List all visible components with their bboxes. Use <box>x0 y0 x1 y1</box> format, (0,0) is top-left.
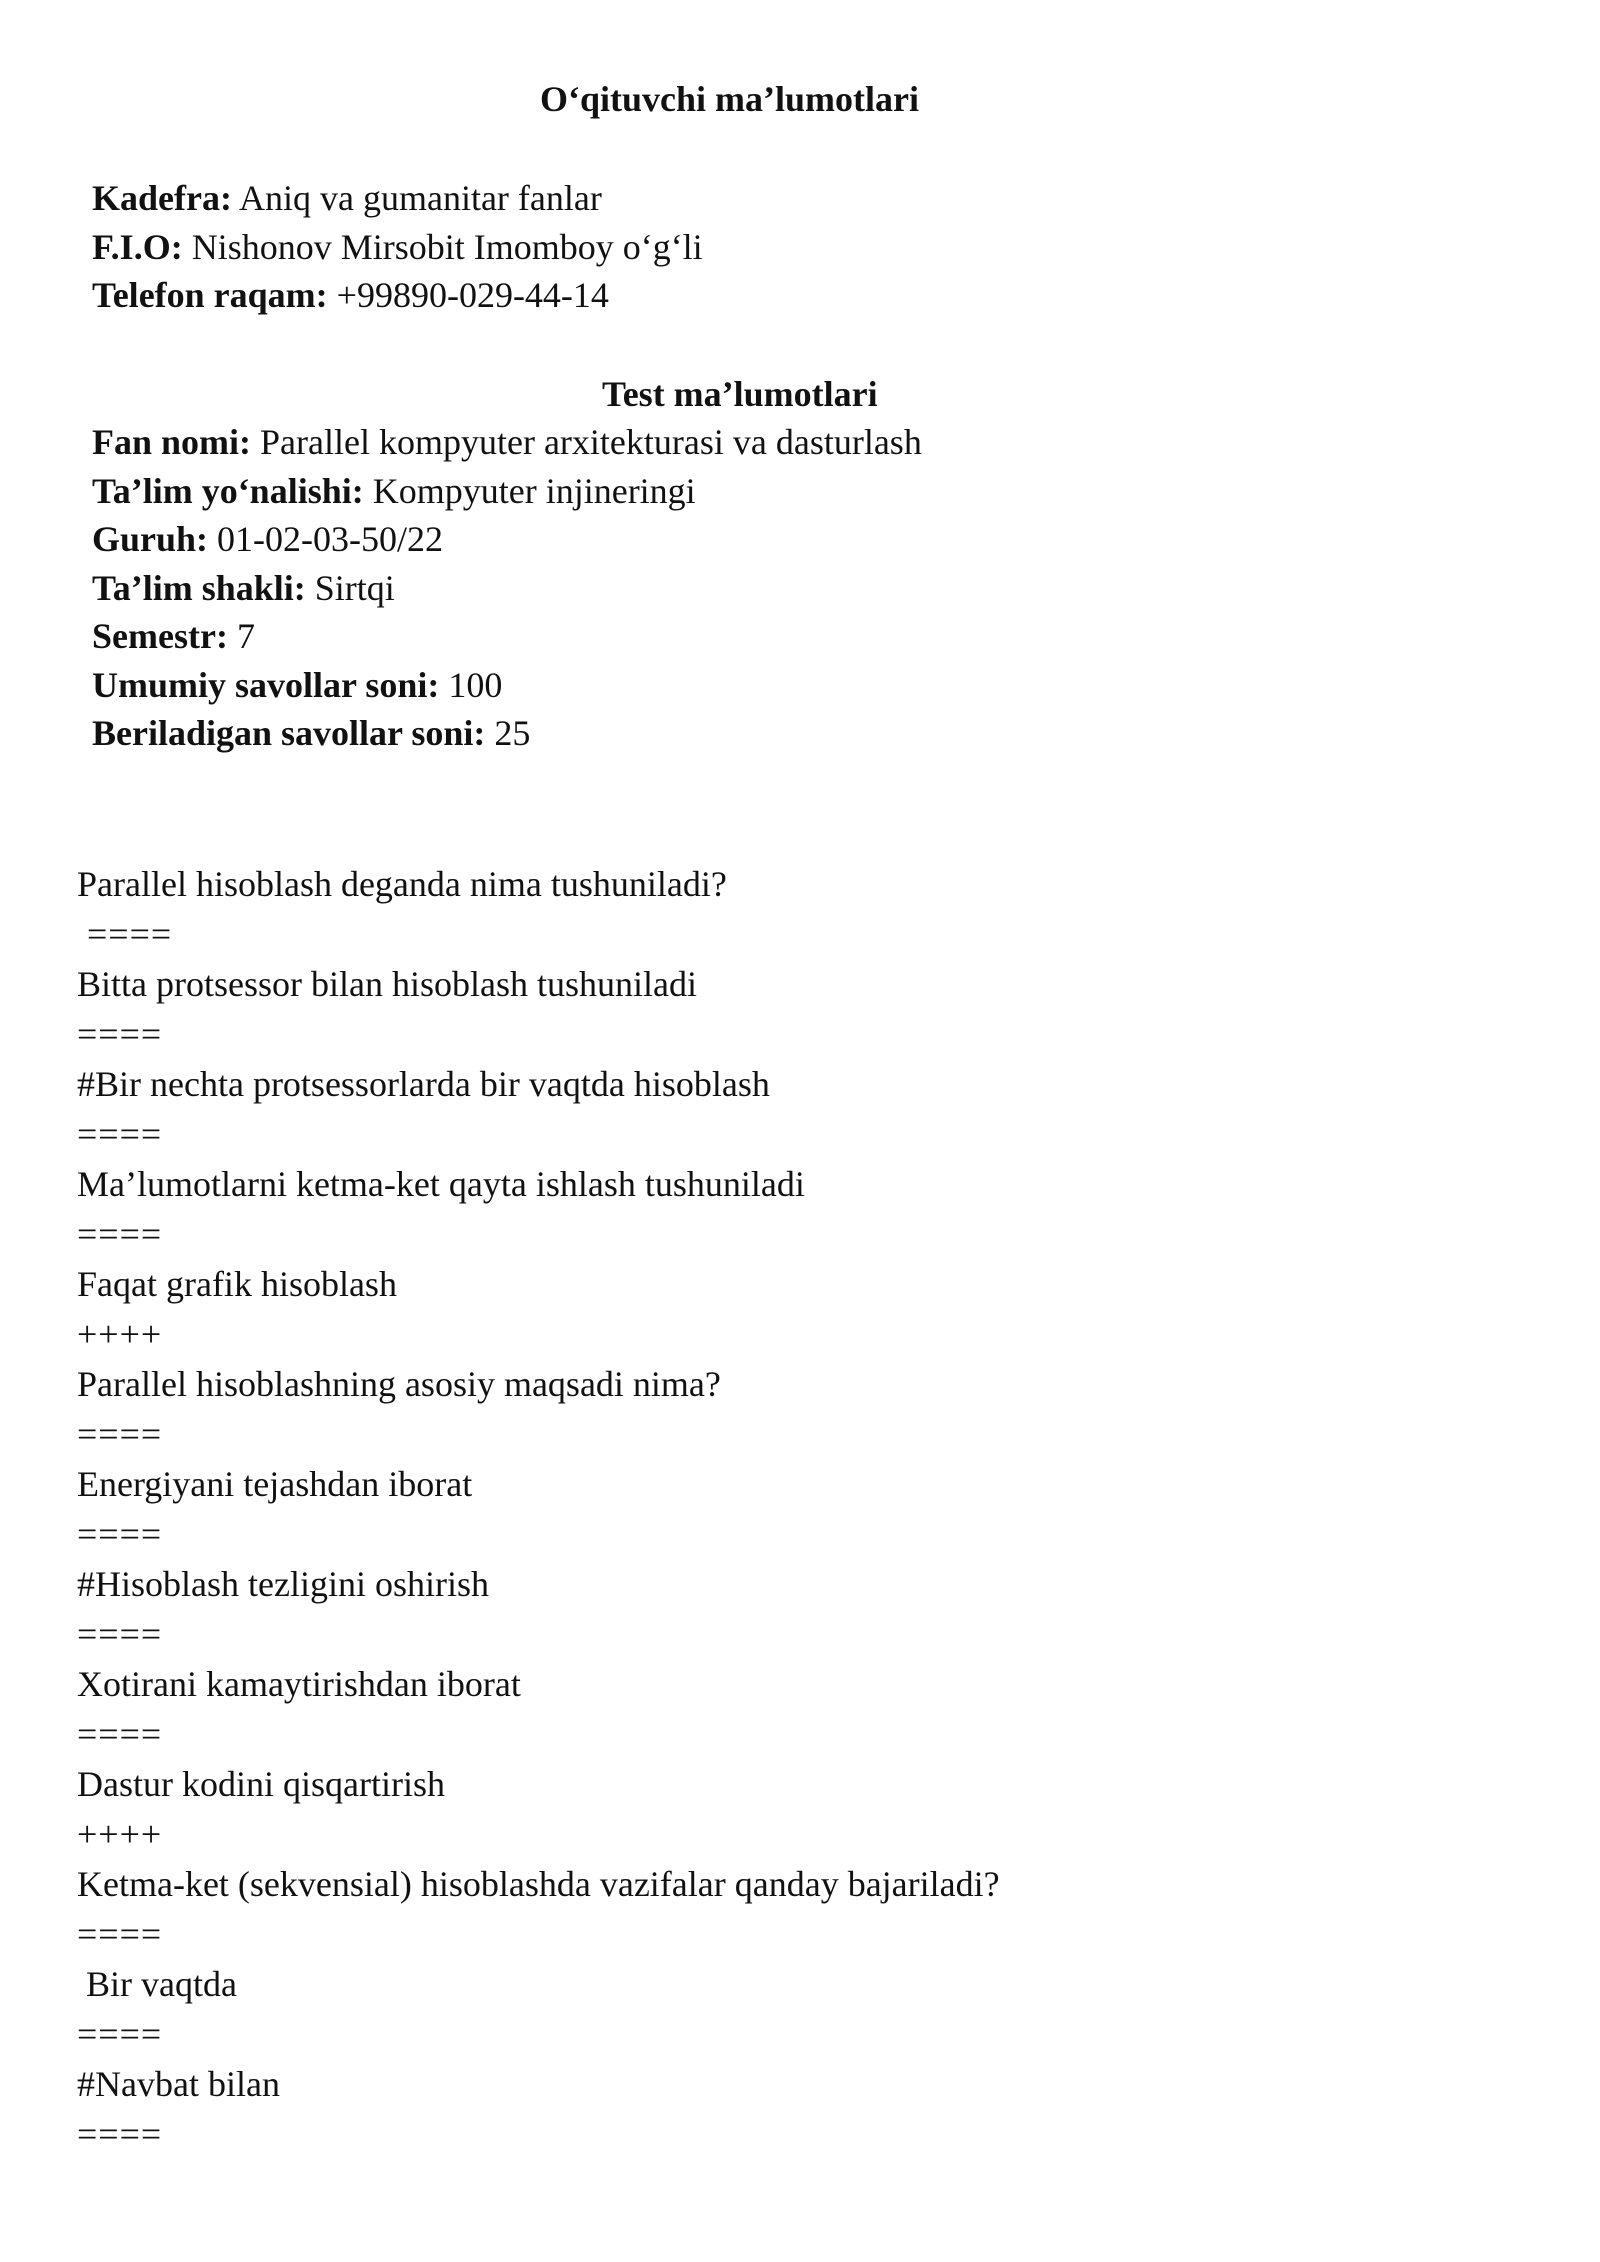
answer-option: Bitta protsessor bilan hisoblash tushuniladi <box>77 964 697 1004</box>
teacher-field-phone <box>92 271 703 320</box>
answer-option: Energiyani tejashdan iborat <box>77 1464 473 1504</box>
field-value: Aniq va gumanitar fanlar <box>231 178 602 218</box>
field-label: Ta’lim yo‘nalishi: <box>92 470 364 511</box>
option-separator: ==== <box>77 1514 163 1554</box>
field-value: 7 <box>227 616 255 656</box>
field-value: 100 <box>439 664 503 705</box>
question-list <box>77 859 1000 2159</box>
field-value: Nishonov Mirsobit Imomboy o‘g‘li <box>182 226 703 267</box>
field-label: Guruh: <box>92 519 209 559</box>
option-separator: ==== <box>77 1914 163 1954</box>
test-field-study-form <box>92 564 922 613</box>
field-value: 01-02-03-50/22 <box>208 519 444 559</box>
field-label: Beriladigan savollar soni: <box>92 713 486 753</box>
test-field-subject <box>92 418 922 467</box>
answer-option: Xotirani kamaytirishdan iborat <box>77 1664 521 1704</box>
field-value: Parallel kompyuter arxitekturasi va dasturlash <box>251 422 922 462</box>
test-field-total-questions <box>92 661 922 710</box>
answer-option-correct: #Hisoblash tezligini oshirish <box>77 1564 489 1604</box>
option-separator: ==== <box>77 1714 163 1754</box>
field-label: Fan nomi: <box>92 422 252 462</box>
teacher-info-block <box>92 174 703 320</box>
teacher-info-heading: O‘qituvchi ma’lumotlari <box>540 79 919 119</box>
teacher-field-department <box>92 174 703 223</box>
test-field-given-questions <box>92 709 922 758</box>
question-text: Parallel hisoblash deganda nima tushuniladi? <box>77 864 727 904</box>
option-separator: ==== <box>77 1414 163 1454</box>
answer-option-correct: #Bir nechta protsessorlarda bir vaqtda hisoblash <box>77 1064 770 1104</box>
option-separator: ==== <box>77 2014 163 2054</box>
question-text: Ketma-ket (sekvensial) hisoblashda vazifalar qanday bajariladi? <box>77 1864 1000 1904</box>
question-text: Parallel hisoblashning asosiy maqsadi nima? <box>77 1364 721 1404</box>
field-label: Umumiy savollar soni: <box>92 664 440 705</box>
teacher-field-full-name <box>92 223 703 272</box>
test-info-block <box>92 418 922 758</box>
field-label: Ta’lim shakli: <box>92 567 306 608</box>
field-label: Kadefra: <box>92 178 232 218</box>
option-separator: ==== <box>77 2114 163 2154</box>
test-info-heading: Test ma’lumotlari <box>602 374 878 414</box>
field-label: Semestr: <box>92 616 228 656</box>
answer-option: Ma’lumotlarni ketma-ket qayta ishlash tushuniladi <box>77 1164 805 1204</box>
test-field-semester <box>92 612 922 661</box>
option-separator: ==== <box>77 1114 163 1154</box>
field-value: 25 <box>485 713 531 753</box>
option-separator: ==== <box>77 1014 163 1054</box>
test-field-specialty <box>92 467 922 516</box>
field-label: Telefon raqam: <box>92 275 328 315</box>
answer-option: Faqat grafik hisoblash <box>77 1264 397 1304</box>
question-separator: ++++ <box>77 1814 163 1854</box>
option-separator: ==== <box>77 1214 163 1254</box>
field-value: Kompyuter injineringi <box>363 470 696 511</box>
field-value: +99890-029-44-14 <box>327 275 609 315</box>
answer-option: Bir vaqtda <box>77 1964 237 2004</box>
question-separator: ++++ <box>77 1314 163 1354</box>
test-field-group <box>92 515 922 564</box>
option-separator: ==== <box>77 914 173 954</box>
field-value: Sirtqi <box>305 567 395 608</box>
option-separator: ==== <box>77 1614 163 1654</box>
answer-option-correct: #Navbat bilan <box>77 2064 280 2104</box>
field-label: F.I.O: <box>92 226 183 267</box>
answer-option: Dastur kodini qisqartirish <box>77 1764 445 1804</box>
